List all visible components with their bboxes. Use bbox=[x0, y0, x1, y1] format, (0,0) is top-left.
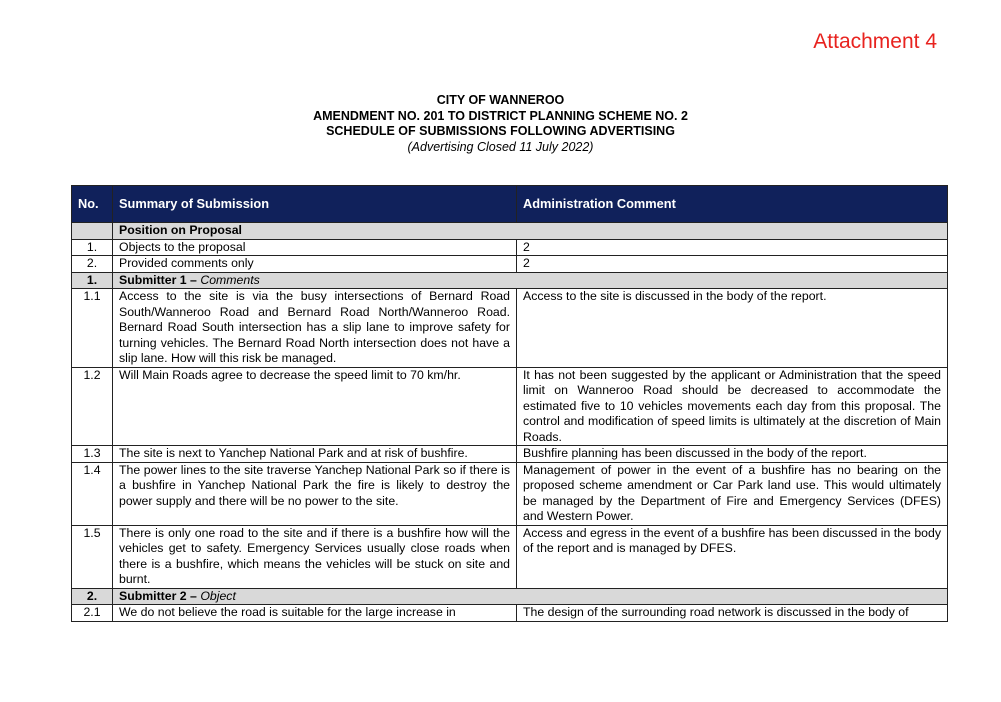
section-row-position bbox=[72, 223, 948, 240]
table-row bbox=[72, 446, 948, 463]
submitter-type: Comments bbox=[200, 272, 260, 287]
row-no: 2. bbox=[72, 256, 113, 273]
row-comment: 2 bbox=[517, 256, 948, 273]
row-summary: We do not believe the road is suitable for the large increase in bbox=[113, 605, 517, 622]
row-comment: Access and egress in the event of a bushfire has been discussed in the body of the report and is managed by DFES. bbox=[517, 525, 948, 588]
column-header-no: No. bbox=[72, 186, 113, 223]
section-no bbox=[72, 223, 113, 240]
table-row bbox=[72, 462, 948, 525]
submitter-title: Submitter 2 – bbox=[119, 588, 201, 603]
row-no: 1.4 bbox=[72, 462, 113, 525]
table-row bbox=[72, 239, 948, 256]
row-summary: The site is next to Yanchep National Park and at risk of bushfire. bbox=[113, 446, 517, 463]
row-no: 2.1 bbox=[72, 605, 113, 622]
section-title: Position on Proposal bbox=[113, 223, 948, 240]
submitter-title: Submitter 1 – bbox=[119, 272, 201, 287]
row-no: 1.2 bbox=[72, 367, 113, 446]
section-no: 1. bbox=[72, 272, 113, 289]
row-comment: The design of the surrounding road network is discussed in the body of bbox=[517, 605, 948, 622]
table-row bbox=[72, 289, 948, 368]
row-summary: Provided comments only bbox=[113, 256, 517, 273]
section-title bbox=[113, 272, 948, 289]
header-line-2: AMENDMENT NO. 201 TO DISTRICT PLANNING SCHEME NO. 2 bbox=[313, 108, 688, 123]
submissions-table bbox=[71, 185, 948, 622]
table-row bbox=[72, 367, 948, 446]
row-comment: Bushfire planning has been discussed in the body of the report. bbox=[517, 446, 948, 463]
column-header-summary: Summary of Submission bbox=[113, 186, 517, 223]
header-line-3: SCHEDULE OF SUBMISSIONS FOLLOWING ADVERTISING bbox=[326, 124, 675, 138]
header-line-1: CITY OF WANNEROO bbox=[436, 93, 565, 107]
row-summary: There is only one road to the site and if there is a bushfire how will the vehicles get to safety. Emergency Services usually close roads when there is a bushfire, which means the vehicles will be stuck on site and burnt. bbox=[113, 525, 517, 588]
attachment-label: Attachment 4 bbox=[813, 30, 937, 53]
table-row bbox=[72, 525, 948, 588]
row-summary: The power lines to the site traverse Yanchep National Park so if there is a bushfire in Yanchep National Park the fire is likely to destroy the power supply and there will be no power to the site. bbox=[113, 462, 517, 525]
section-title bbox=[113, 588, 948, 605]
row-summary: Will Main Roads agree to decrease the speed limit to 70 km/hr. bbox=[113, 367, 517, 446]
row-comment: Access to the site is discussed in the body of the report. bbox=[517, 289, 948, 368]
row-summary: Access to the site is via the busy intersections of Bernard Road South/Wanneroo Road and Bernard Road North/Wanneroo Road. Bernard Road South intersection has a slip lane to improve safety for turning vehicles. The Bernard Road North intersection does not have a slip lane. How will this risk be managed. bbox=[113, 289, 517, 368]
section-no: 2. bbox=[72, 588, 113, 605]
row-no: 1. bbox=[72, 239, 113, 256]
section-row-submitter-1 bbox=[72, 272, 948, 289]
row-comment: Management of power in the event of a bushfire has no bearing on the proposed scheme amendment or Car Park land use. This would ultimately be managed by the Department of Fire and Emergency Services (DFES) and Western Power. bbox=[517, 462, 948, 525]
row-no: 1.5 bbox=[72, 525, 113, 588]
row-comment: It has not been suggested by the applicant or Administration that the speed limit on Wanneroo Road should be decreased to accommodate the estimated five to 10 vehicles movements each day from this proposal. The control and modification of speed limits is ultimately at the discretion of Main Roads. bbox=[517, 367, 948, 446]
section-row-submitter-2 bbox=[72, 588, 948, 605]
table-header-row bbox=[72, 186, 948, 223]
row-comment: 2 bbox=[517, 239, 948, 256]
row-no: 1.1 bbox=[72, 289, 113, 368]
row-summary: Objects to the proposal bbox=[113, 239, 517, 256]
document-header bbox=[0, 93, 1001, 155]
submitter-type: Object bbox=[200, 588, 236, 603]
header-line-4: (Advertising Closed 11 July 2022) bbox=[407, 139, 594, 154]
row-no: 1.3 bbox=[72, 446, 113, 463]
table-row bbox=[72, 256, 948, 273]
table-row bbox=[72, 605, 948, 622]
column-header-comment: Administration Comment bbox=[517, 186, 948, 223]
